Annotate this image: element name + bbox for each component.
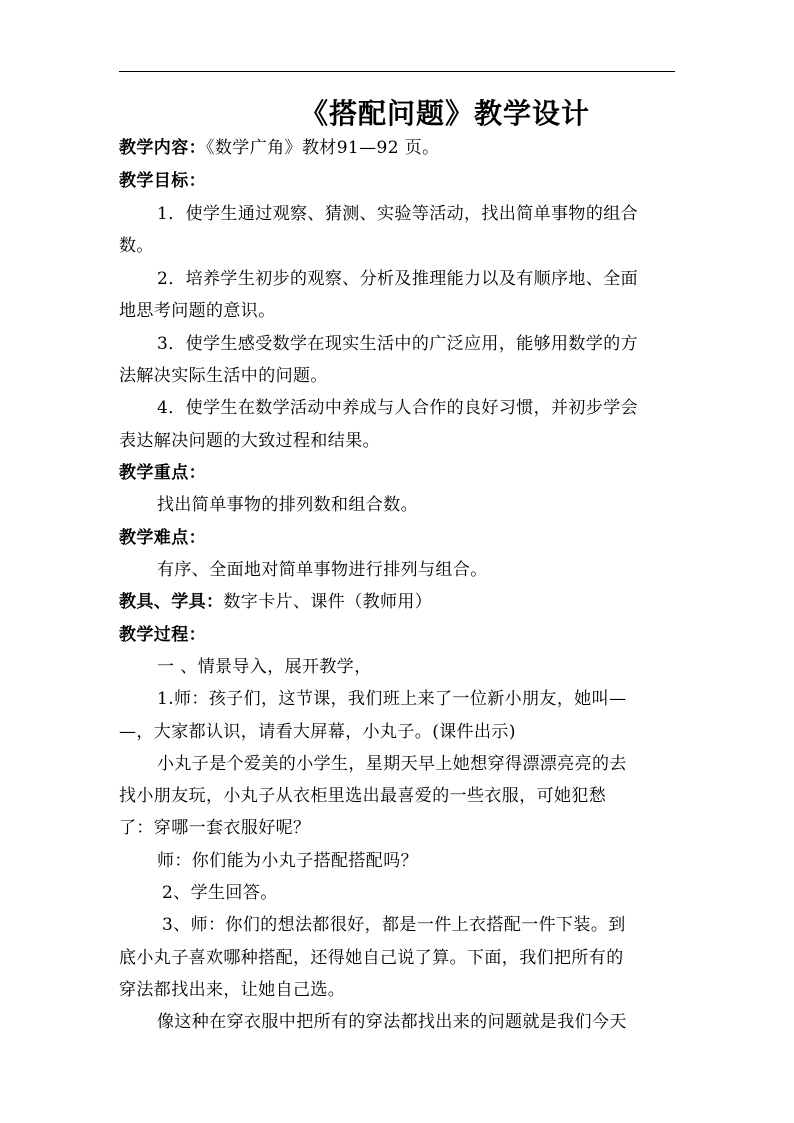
teaching-content-line (119, 138, 679, 158)
process-para-3-line-2: 找小朋友玩，小丸子从衣柜里选出最喜爱的一些衣服，可她犯愁 (119, 786, 607, 806)
goal-2-line-2: 地思考问题的意识。 (119, 301, 276, 321)
process-para-6-line-2: 底小丸子喜欢哪种搭配，还得她自己说了算。下面，我们把所有的 (119, 948, 624, 968)
header-rule (119, 71, 675, 72)
key-point-label: 教学重点： (119, 463, 206, 483)
goal-4-line-1: 4．使学生在数学活动中养成与人合作的良好习惯，并初步学会 (157, 398, 639, 418)
process-para-2-line-2: —，大家都认识，请看大屏幕，小丸子。(课件出示) (119, 722, 516, 742)
goal-1-line-1: 1．使学生通过观察、猜测、实验等活动，找出简单事物的组合 (157, 204, 639, 224)
goal-2-line-1: 2．培养学生初步的观察、分析及推理能力以及有顺序地、全面 (157, 269, 639, 289)
tools-line (119, 592, 679, 612)
process-para-6-line-3: 穿法都找出来，让她自己选。 (119, 980, 346, 1000)
goal-4-line-2: 表达解决问题的大致过程和结果。 (119, 431, 380, 451)
teaching-content-text: 《数学广角》教材91—92 页。 (206, 138, 440, 158)
tools-label: 教具、学具： (119, 592, 224, 612)
process-para-7-line-1: 像这种在穿衣服中把所有的穿法都找出来的问题就是我们今天 (157, 1012, 627, 1032)
teaching-content-label: 教学内容： (119, 138, 206, 158)
goal-3-line-1: 3．使学生感受数学在现实生活中的广泛应用，能够用数学的方 (157, 334, 639, 354)
goal-1-line-2: 数。 (119, 236, 154, 256)
process-para-3-line-3: 了：穿哪一套衣服好呢？ (119, 818, 311, 838)
process-para-5: 2、学生回答。 (162, 883, 278, 903)
process-step-1: 一 、情景导入，展开教学， (157, 657, 372, 677)
difficulty-label: 教学难点： (119, 528, 206, 548)
process-label: 教学过程： (119, 625, 206, 645)
process-para-6-line-1: 3、师：你们的想法都很好，都是一件上衣搭配一件下装。到 (162, 915, 626, 935)
difficulty-text: 有序、全面地对简单事物进行排列与组合。 (157, 560, 488, 580)
process-para-4: 师：你们能为小丸子搭配搭配吗？ (157, 851, 418, 871)
tools-text: 数字卡片、课件（教师用） (223, 592, 433, 612)
key-point-text: 找出简单事物的排列数和组合数。 (157, 495, 418, 515)
process-para-2-line-1: 1.师：孩子们，这节课，我们班上来了一位新小朋友，她叫— (157, 689, 627, 709)
teaching-goals-label: 教学目标： (119, 171, 206, 191)
document-title: 《搭配问题》教学设计 (300, 97, 591, 130)
goal-3-line-2: 法解决实际生活中的问题。 (119, 366, 328, 386)
process-para-3-line-1: 小丸子是个爱美的小学生，星期天早上她想穿得漂漂亮亮的去 (157, 754, 627, 774)
